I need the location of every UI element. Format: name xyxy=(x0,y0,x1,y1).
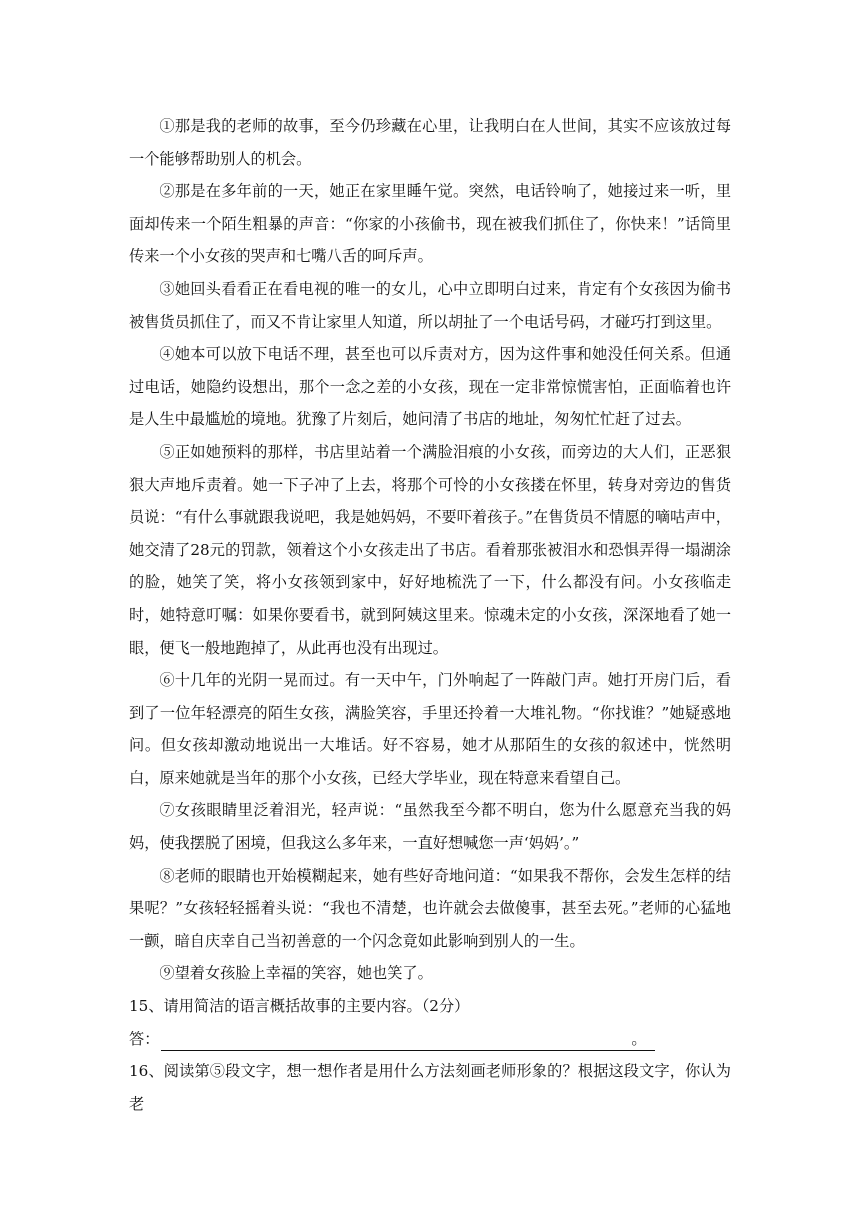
paragraph-8: ⑧老师的眼睛也开始模糊起来，她有些好奇地问道：“如果我不帮你，会发生怎样的结果呢？”女孩轻轻摇着头说：“我也不清楚，也许就会去做傻事，甚至去死。”老师的心猛地一颤，暗自庆幸自己当初善意的一个闪念竟如此影响到别人的一生。 xyxy=(129,866,731,950)
question-15-answer-line xyxy=(129,1023,731,1056)
paragraph-9: ⑨望着女孩脸上幸福的笑容，她也笑了。 xyxy=(159,964,433,983)
paragraph-1: ①那是我的老师的故事，至今仍珍藏在心里，让我明白在人世间，其实不应该放过每一个能够帮助别人的机会。 xyxy=(129,117,731,168)
document-content xyxy=(129,110,731,1120)
answer-end-mark: 。 xyxy=(631,1028,654,1051)
answer-label: 答： xyxy=(129,1029,160,1048)
paragraph-3: ③她回头看看正在看电视的唯一的女儿，心中立即明白过来，肯定有个女孩因为偷书被售货员抓住了，而又不肯让家里人知道，所以胡扯了一个电话号码，才碰巧打到这里。 xyxy=(129,279,731,331)
paragraph-4: ④她本可以放下电话不理，甚至也可以斥责对方，因为这件事和她没任何关系。但通过电话，她隐约设想出，那个一念之差的小女孩，现在一定非常惊慌害怕，正面临着也许是人生中最尴尬的境地。犹豫了片刻后，她问清了书店的地址，匆匆忙忙赶了过去。 xyxy=(129,345,731,429)
question-15: 15、请用简洁的语言概括故事的主要内容。（2分） xyxy=(129,997,470,1016)
paragraph-7: ⑦女孩眼睛里泛着泪光，轻声说：“虽然我至今都不明白，您为什么愿意充当我的妈妈，使我摆脱了困境，但我这么多年来，一直好想喊您一声‘妈妈’。” xyxy=(129,801,731,853)
question-16: 16、阅读第⑤段文字，想一想作者是用什么方法刻画老师形象的？根据这段文字，你认为老 xyxy=(129,1062,731,1113)
paragraph-5: ⑤正如她预料的那样，书店里站着一个满脸泪痕的小女孩，而旁边的大人们，正恶狠狠大声地斥责着。她一下子冲了上去，将那个可怜的小女孩搂在怀里，转身对旁边的售货员说：“有什么事就跟我说吧，我是她妈妈，不要吓着孩子。”在售货员不情愿的嘀咕声中，她交清了28元的罚款，领着这个小女孩走出了书店。看着那张被泪水和恐惧弄得一塌湖涂的脸，她笑了笑，将小女孩领到家中，好好地梳洗了一下，什么都没有问。小女孩临走时，她特意叮嘱：如果你要看书，就到阿姨这里来。惊魂未定的小女孩，深深地看了她一眼，便飞一般地跑掉了，从此再也没有出现过。 xyxy=(129,442,731,657)
answer-blank[interactable] xyxy=(161,1028,631,1051)
paragraph-6: ⑥十几年的光阴一晃而过。有一天中午，门外响起了一阵敲门声。她打开房门后，看到了一位年轻漂亮的陌生女孩，满脸笑容，手里还拎着一大堆礼物。“你找谁？”她疑惑地问。但女孩却激动地说出一大堆话。好不容易，她才从那陌生的女孩的叙述中，恍然明白，原来她就是当年的那个小女孩，已经大学毕业，现在特意来看望自己。 xyxy=(129,671,731,787)
paragraph-2: ②那是在多年前的一天，她正在家里睡午觉。突然，电话铃响了，她接过来一听，里面却传来一个陌生粗暴的声音：“你家的小孩偷书，现在被我们抓住了，你快来！”话筒里传来一个小女孩的哭声和七嘴八舌的呵斥声。 xyxy=(129,182,731,266)
